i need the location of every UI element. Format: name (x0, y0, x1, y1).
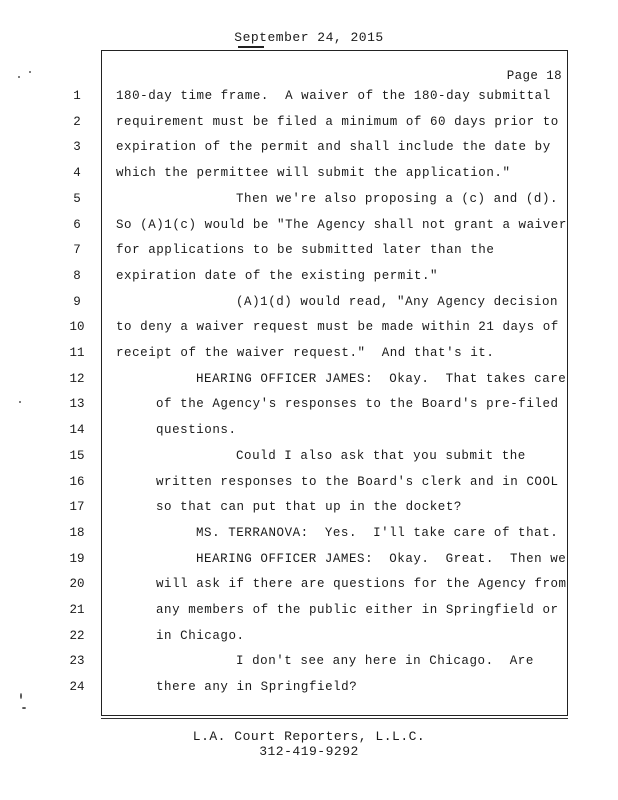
transcript-line: MS. TERRANOVA: Yes. I'll take care of that. (196, 526, 559, 540)
transcript-line: written responses to the Board's clerk and in COOL (156, 475, 559, 489)
line-number: 12 (69, 372, 85, 386)
line-number: 17 (69, 500, 85, 514)
scan-speck (22, 707, 26, 709)
line-number: 7 (73, 243, 81, 257)
transcript-line: (A)1(d) would read, "Any Agency decision (236, 295, 559, 309)
line-number: 5 (73, 192, 81, 206)
line-number: 9 (73, 295, 81, 309)
line-number: 22 (69, 629, 85, 643)
line-number: 23 (69, 654, 85, 668)
scan-speck (29, 71, 31, 73)
transcript-line: which the permittee will submit the application." (116, 166, 511, 180)
transcript-line: I don't see any here in Chicago. Are (236, 654, 534, 668)
scan-speck (18, 76, 20, 78)
line-number: 24 (69, 680, 85, 694)
transcript-line: questions. (156, 423, 237, 437)
transcript-line: to deny a waiver request must be made within 21 days of (116, 320, 559, 334)
transcript-line: will ask if there are questions for the Agency from (156, 577, 567, 591)
line-number: 21 (69, 603, 85, 617)
line-number: 16 (69, 475, 85, 489)
transcript-line: of the Agency's responses to the Board's pre-filed (156, 397, 559, 411)
transcript-line: so that can put that up in the docket? (156, 500, 462, 514)
line-number: 18 (69, 526, 85, 540)
page-number: Page 18 (506, 69, 562, 83)
line-number: 13 (69, 397, 85, 411)
line-number: 11 (69, 346, 85, 360)
line-number: 6 (73, 218, 81, 232)
transcript-line: Then we're also proposing a (c) and (d). (236, 192, 559, 206)
transcript-line: receipt of the waiver request." And that's it. (116, 346, 495, 360)
transcript-line: in Chicago. (156, 629, 245, 643)
transcript-line: 180-day time frame. A waiver of the 180-day submittal (116, 89, 551, 103)
transcript-line: So (A)1(c) would be "The Agency shall not grant a waiver (116, 218, 567, 232)
line-number: 14 (69, 423, 85, 437)
transcript-line: HEARING OFFICER JAMES: Okay. That takes care (196, 372, 567, 386)
reporter-phone: 312-419-9292 (259, 744, 359, 759)
line-number: 10 (69, 320, 85, 334)
line-number: 19 (69, 552, 85, 566)
transcript-line: for applications to be submitted later than the (116, 243, 495, 257)
transcript-date: September 24, 2015 (234, 30, 384, 45)
scan-speck (20, 693, 22, 699)
transcript-line: expiration date of the existing permit." (116, 269, 439, 283)
line-number: 20 (69, 577, 85, 591)
line-number: 8 (73, 269, 81, 283)
transcript-line: requirement must be filed a minimum of 60 days prior to (116, 115, 559, 129)
line-number: 3 (73, 140, 81, 154)
reporter-company: L.A. Court Reporters, L.L.C. (192, 729, 426, 744)
transcript-line: expiration of the permit and shall include the date by (116, 140, 551, 154)
transcript-line: there any in Springfield? (156, 680, 358, 694)
transcript-line: HEARING OFFICER JAMES: Okay. Great. Then we (196, 552, 567, 566)
transcript-line: any members of the public either in Springfield or (156, 603, 559, 617)
line-number: 15 (69, 449, 85, 463)
frame-bottom-rule (101, 718, 568, 719)
scan-speck (19, 401, 21, 403)
transcript-line: Could I also ask that you submit the (236, 449, 526, 463)
line-number: 4 (73, 166, 81, 180)
line-number: 2 (73, 115, 81, 129)
line-number: 1 (73, 89, 81, 103)
